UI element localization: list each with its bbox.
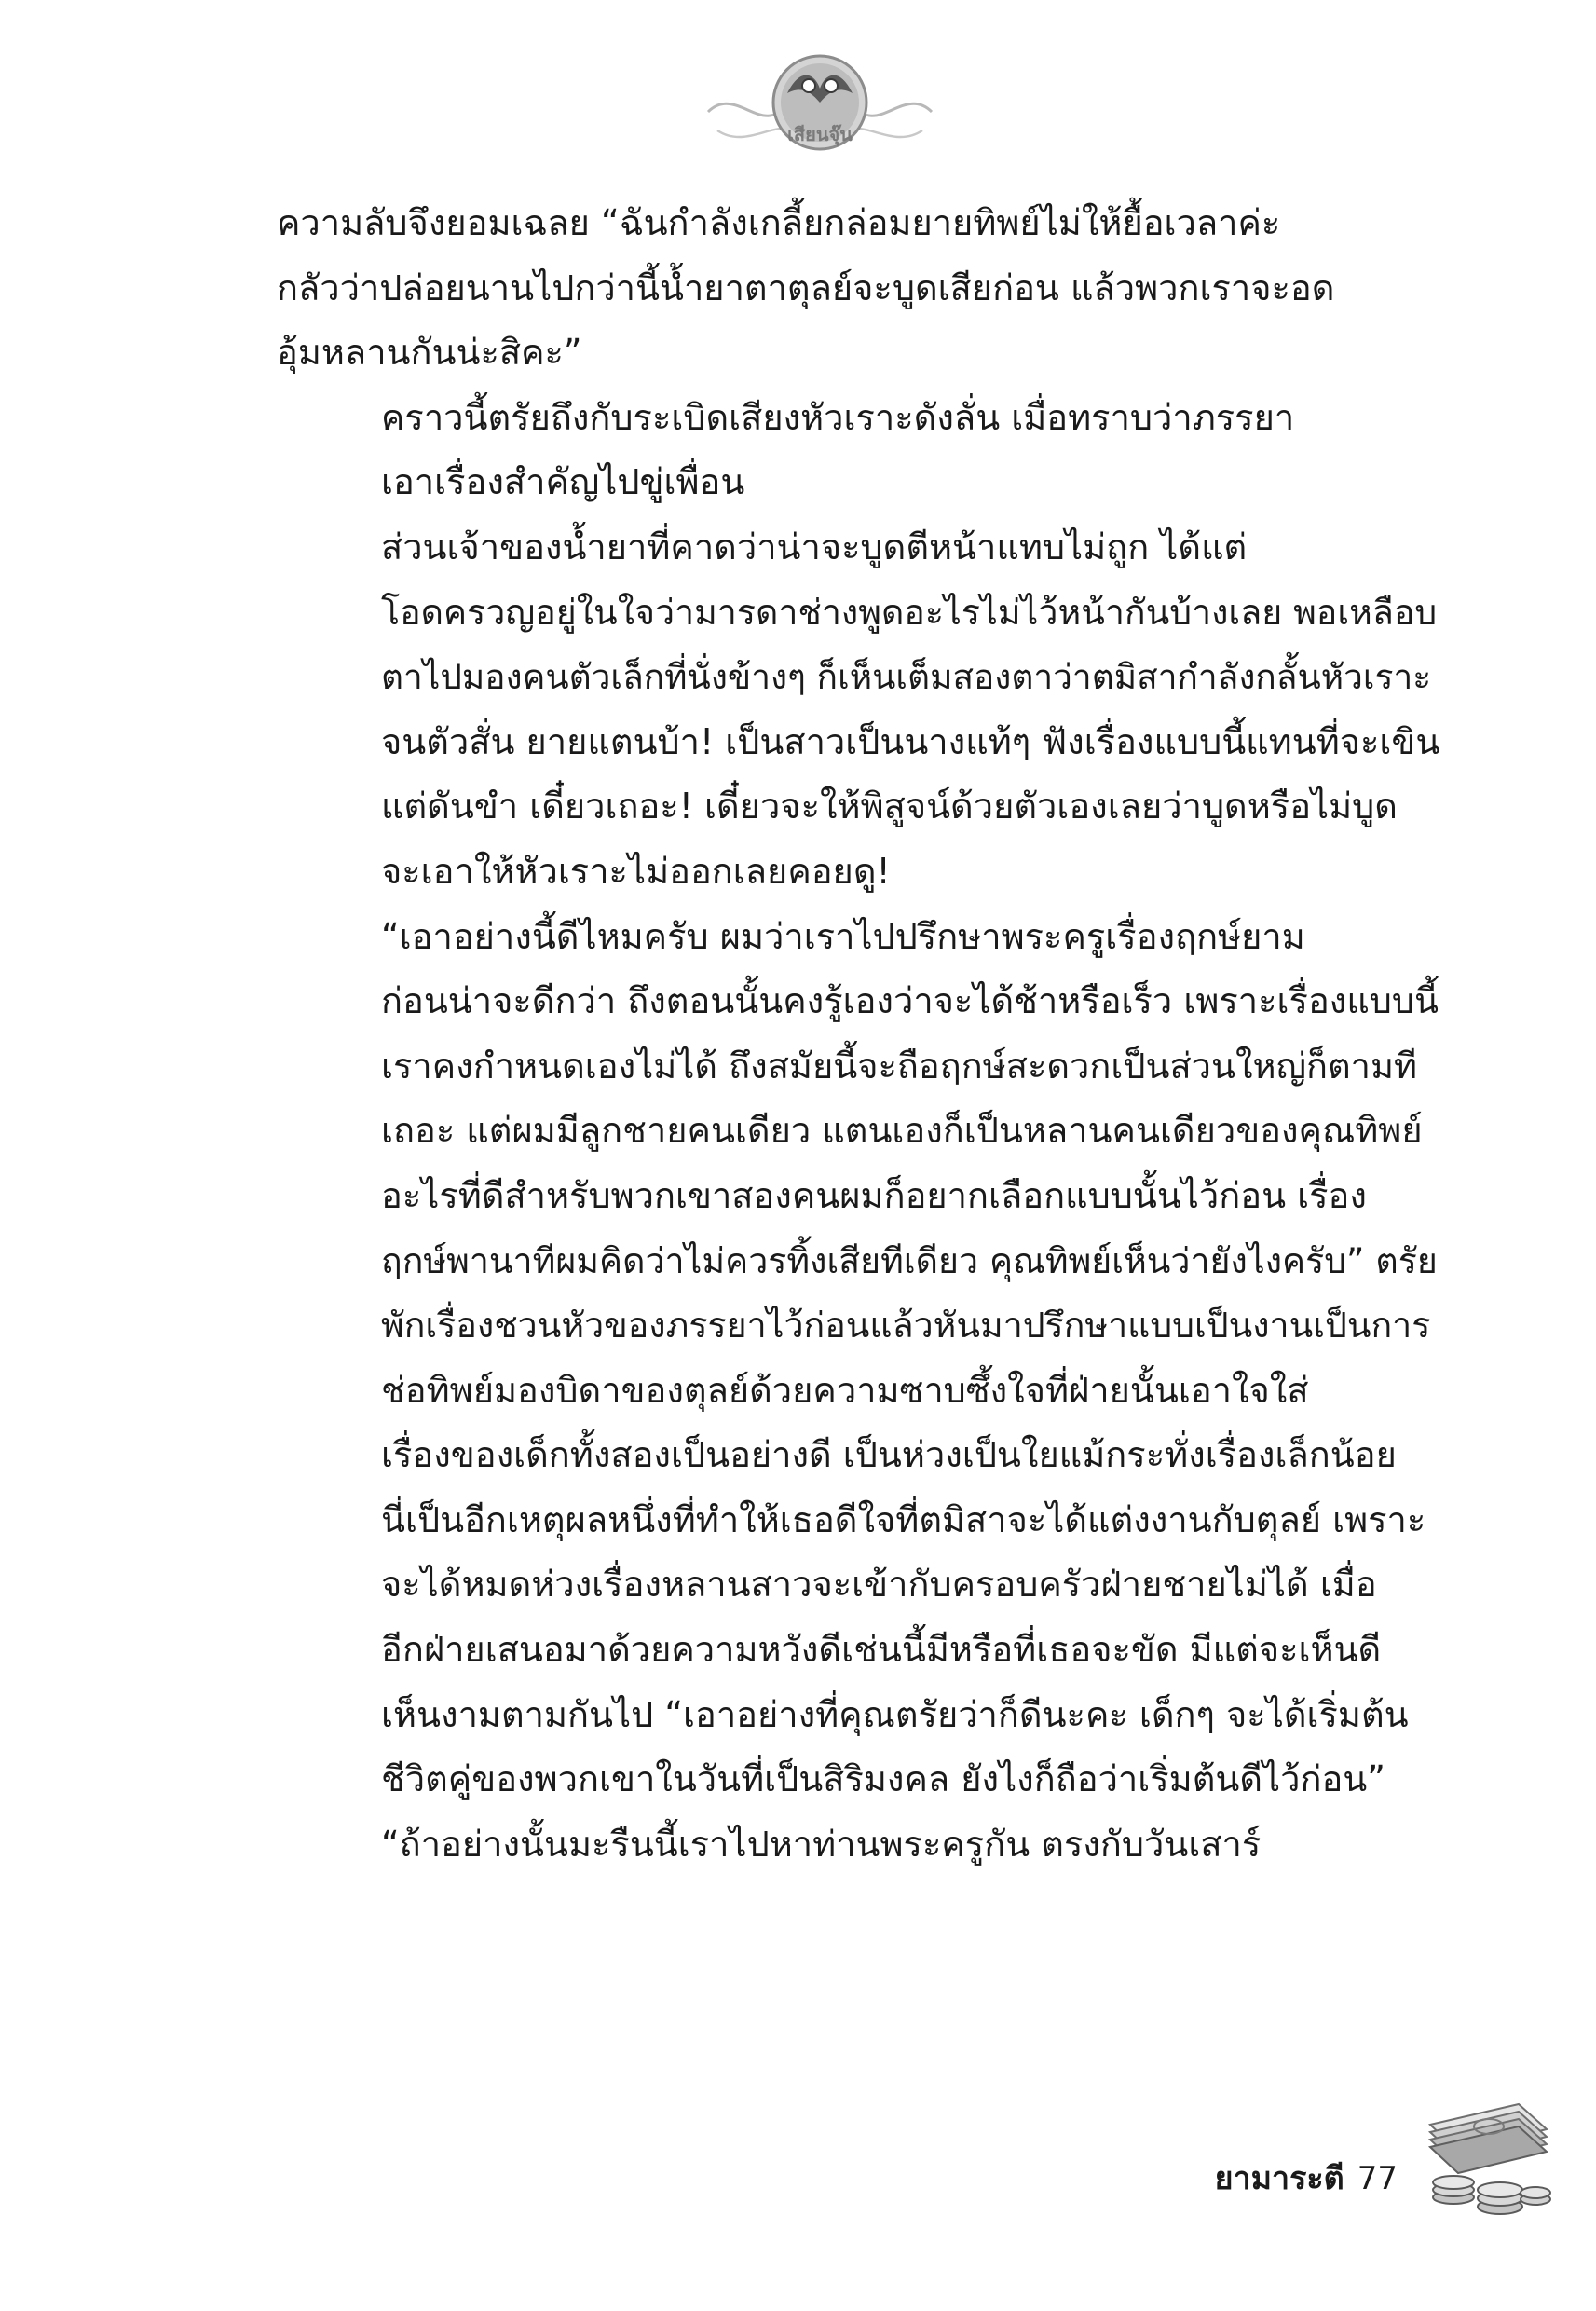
text-line: เราคงกำหนดเองไม่ได้ ถึงสมัยนี้จะถือฤกษ์สะดวกเป็นส่วนใหญ่ก็ตามที <box>381 1045 1418 1087</box>
text-line: “ถ้าอย่างนั้นมะรืนนี้เราไปหาท่านพระครูกัน ตรงกับวันเสาร์ <box>381 1823 1262 1865</box>
text-line: แต่ดันขำ เดี๋ยวเถอะ! เดี๋ยวจะให้พิสูจน์ด้วยตัวเองเลยว่าบูดหรือไม่บูด <box>381 786 1398 827</box>
paragraph <box>277 1812 1441 1878</box>
text-line: ตาไปมองคนตัวเล็กที่นั่งข้างๆ ก็เห็นเต็มสองตาว่าตมิสากำลังกลั้นหัวเราะ <box>381 657 1432 698</box>
text-line: พักเรื่องชวนหัวของภรรยาไว้ก่อนแล้วหันมาปรึกษาแบบเป็นงานเป็นการ <box>381 1305 1431 1347</box>
text-line: เห็นงามตามกันไป “เอาอย่างที่คุณตรัยว่าก็ดีนะคะ เด็กๆ จะได้เริ่มต้น <box>381 1693 1409 1735</box>
text-line: อุ้มหลานกันน่ะสิคะ” <box>277 332 582 374</box>
text-line: กลัวว่าปล่อยนานไปกว่านี้น้ำยาตาตุลย์จะบูดเสียก่อน แล้วพวกเราจะอด <box>277 267 1335 308</box>
text-line: เถอะ แต่ผมมีลูกชายคนเดียว แตนเองก็เป็นหลานคนเดียวของคุณทิพย์ <box>381 1110 1423 1152</box>
paragraph <box>277 515 1441 905</box>
text-line: ก่อนน่าจะดีกว่า ถึงตอนนั้นคงรู้เองว่าจะได้ช้าหรือเร็ว เพราะเรื่องแบบนี้ <box>381 980 1439 1022</box>
paragraph <box>277 1359 1441 1812</box>
text-line: จนตัวสั่น ยายแตนบ้า! เป็นสาวเป็นนางแท้ๆ ฟังเรื่องแบบนี้แทนที่จะเขิน <box>381 720 1440 762</box>
paragraph <box>277 386 1441 515</box>
book-title: ยามาระตี <box>1214 2160 1344 2197</box>
text-line: โอดครวญอยู่ในใจว่ามารดาช่างพูดอะไรไม่ไว้หน้ากันบ้างเลย พอเหลือบ <box>381 591 1438 633</box>
text-line: ช่อทิพย์มองบิดาของตุลย์ด้วยความซาบซึ้งใจที่ฝ่ายนั้นเอาใจใส่ <box>381 1369 1309 1411</box>
logo-text: เสียนจุ๊น <box>787 123 853 145</box>
paragraph <box>277 905 1441 1359</box>
text-line: ความลับจึงยอมเฉลย “ฉันกำลังเกลี้ยกล่อมยายทิพย์ไม่ให้ยื้อเวลาค่ะ <box>277 202 1281 243</box>
text-line: ชีวิตคู่ของพวกเขาในวันที่เป็นสิริมงคล ยังไงก็ถือว่าเริ่มต้นดีไว้ก่อน” <box>381 1758 1385 1800</box>
text-line: ฤกษ์พานาทีผมคิดว่าไม่ควรทิ้งเสียทีเดียว คุณทิพย์เห็นว่ายังไงครับ” ตรัย <box>381 1239 1438 1281</box>
money-stack-icon <box>1416 2087 1556 2227</box>
text-line: จะได้หมดห่วงเรื่องหลานสาวจะเข้ากับครอบครัวฝ่ายชายไม่ได้ เมื่อ <box>381 1564 1377 1606</box>
text-line: อะไรที่ดีสำหรับพวกเขาสองคนผมก็อยากเลือกแบบนั้นไว้ก่อน เรื่อง <box>381 1174 1367 1216</box>
running-footer <box>1118 2153 1398 2203</box>
page-footer <box>1118 2106 1565 2274</box>
text-line: อีกฝ่ายเสนอมาด้วยความหวังดีเช่นนี้มีหรือที่เธอจะขัด มีแต่จะเห็นดี <box>381 1629 1382 1671</box>
text-line: จะเอาให้หัวเราะไม่ออกเลยคอยดู! <box>381 850 891 892</box>
text-line: เรื่องของเด็กทั้งสองเป็นอย่างดี เป็นห่วงเป็นใยแม้กระทั่งเรื่องเล็กน้อย <box>381 1434 1397 1476</box>
page-number: 77 <box>1357 2160 1398 2197</box>
page-body <box>277 191 1441 1877</box>
publisher-logo <box>699 37 941 168</box>
text-line: นี่เป็นอีกเหตุผลหนึ่งที่ทำให้เธอดีใจที่ตมิสาจะได้แต่งงานกับตุลย์ เพราะ <box>381 1498 1426 1540</box>
text-line: “เอาอย่างนี้ดีไหมครับ ผมว่าเราไปปรึกษาพระครูเรื่องฤกษ์ยาม <box>381 915 1305 957</box>
text-line: คราวนี้ตรัยถึงกับระเบิดเสียงหัวเราะดังลั่น เมื่อทราบว่าภรรยา <box>381 396 1295 438</box>
text-line: เอาเรื่องสำคัญไปขู่เพื่อน <box>381 461 745 503</box>
text-line: ส่วนเจ้าของน้ำยาที่คาดว่าน่าจะบูดตีหน้าแทบไม่ถูก ได้แต่ <box>381 526 1248 567</box>
paragraph <box>277 191 1441 386</box>
